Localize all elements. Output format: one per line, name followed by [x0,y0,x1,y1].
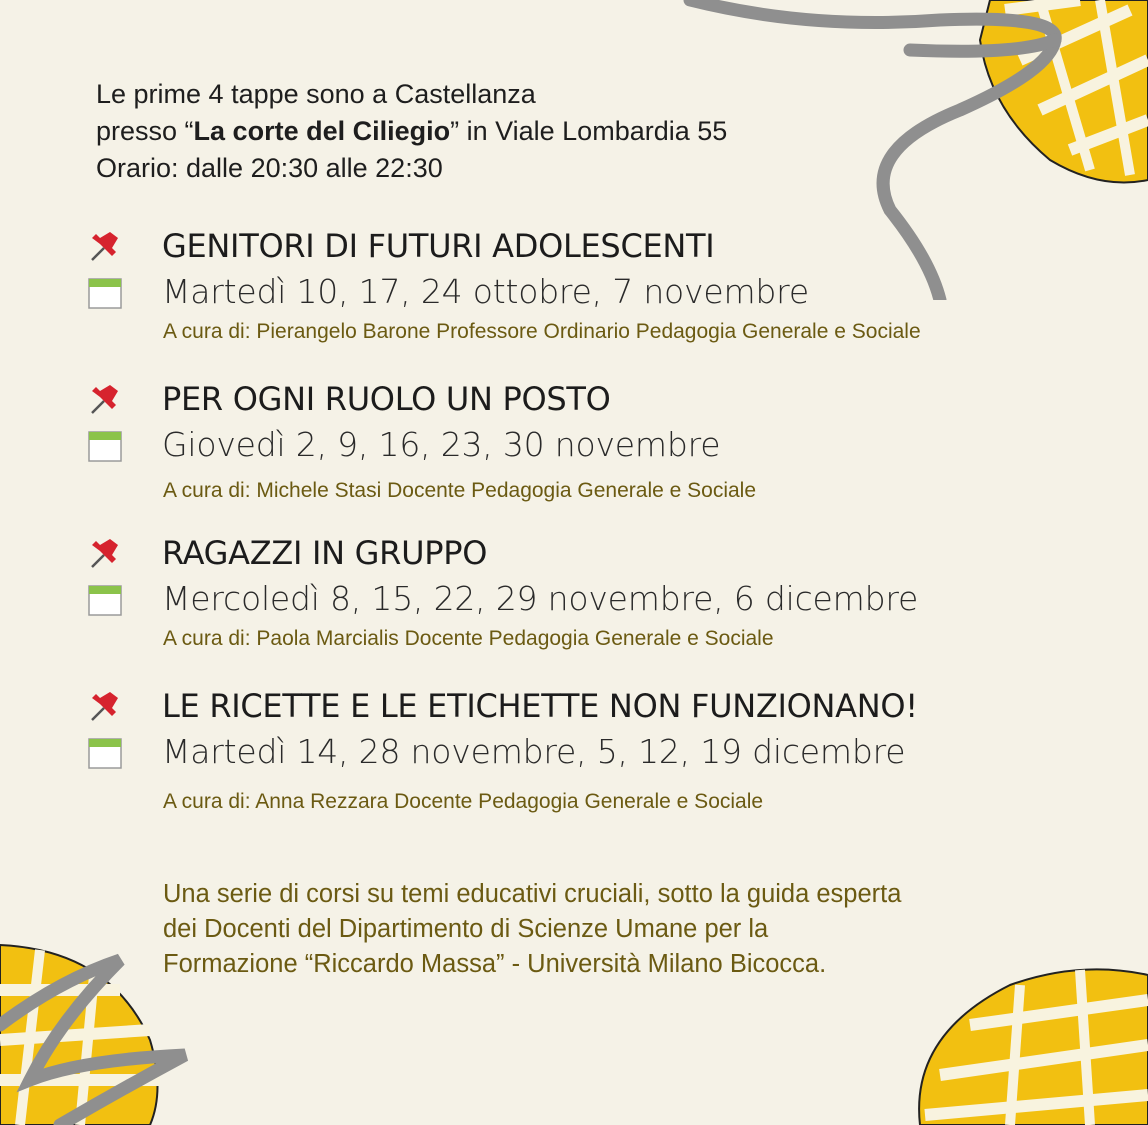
event-title-row [86,377,1066,423]
event-dates: Giovedì 2, 9, 16, 23, 30 novembre [162,425,721,464]
footer-line-2: dei Docenti del Dipartimento di Scienze Umane per la [163,915,769,943]
calendar-icon [86,429,126,463]
event-title-row [86,224,1066,270]
event-title: GENITORI DI FUTURI ADOLESCENTI [162,227,715,265]
pushpin-icon [86,383,126,417]
venue-name: La corte del Ciliegio [193,116,451,146]
calendar-icon [86,736,126,770]
event-dates: Martedì 10, 17, 24 ottobre, 7 novembre [162,272,809,311]
pushpin-icon [86,230,126,264]
footer-line-1: Una serie di corsi su temi educativi cruciali, sotto la guida esperta [163,880,902,908]
event-dates-row [86,577,1066,623]
event-dates-row [86,270,1066,316]
event-item [86,684,1066,813]
event-title-row [86,531,1066,577]
event-curator: A cura di: Michele Stasi Docente Pedagogia Generale e Sociale [163,479,757,502]
footer-description [163,877,901,982]
event-title-row [86,684,1066,730]
event-item [86,224,1066,343]
intro-line-2 [96,113,727,150]
intro-block [96,76,727,187]
event-dates-row [86,730,1066,776]
event-curator: A cura di: Anna Rezzara Docente Pedagogia Generale e Sociale [163,790,764,813]
pushpin-icon [86,690,126,724]
event-item [86,377,1066,502]
event-item [86,531,1066,650]
event-curator: A cura di: Pierangelo Barone Professore Ordinario Pedagogia Generale e Sociale [163,320,921,343]
calendar-icon [86,276,126,310]
event-title: RAGAZZI IN GRUPPO [162,534,488,572]
event-dates: Martedì 14, 28 novembre, 5, 12, 19 dicembre [162,732,906,771]
pushpin-icon [86,537,126,571]
bottom-right-decoration [900,955,1148,1125]
calendar-icon [86,583,126,617]
event-title: PER OGNI RUOLO UN POSTO [162,380,611,418]
event-curator: A cura di: Paola Marcialis Docente Pedagogia Generale e Sociale [163,627,774,650]
intro-line-2-prefix: presso “ [96,116,194,146]
footer-line-3: Formazione “Riccardo Massa” - Università Milano Bicocca. [163,950,827,978]
intro-line-3: Orario: dalle 20:30 alle 22:30 [96,153,443,183]
event-dates-row [86,423,1066,469]
event-dates: Mercoledì 8, 15, 22, 29 novembre, 6 dicembre [162,579,919,618]
intro-line-1: Le prime 4 tappe sono a Castellanza [96,79,536,109]
event-title: LE RICETTE E LE ETICHETTE NON FUNZIONANO! [162,687,918,725]
intro-line-2-suffix: ” in Viale Lombardia 55 [450,116,728,146]
